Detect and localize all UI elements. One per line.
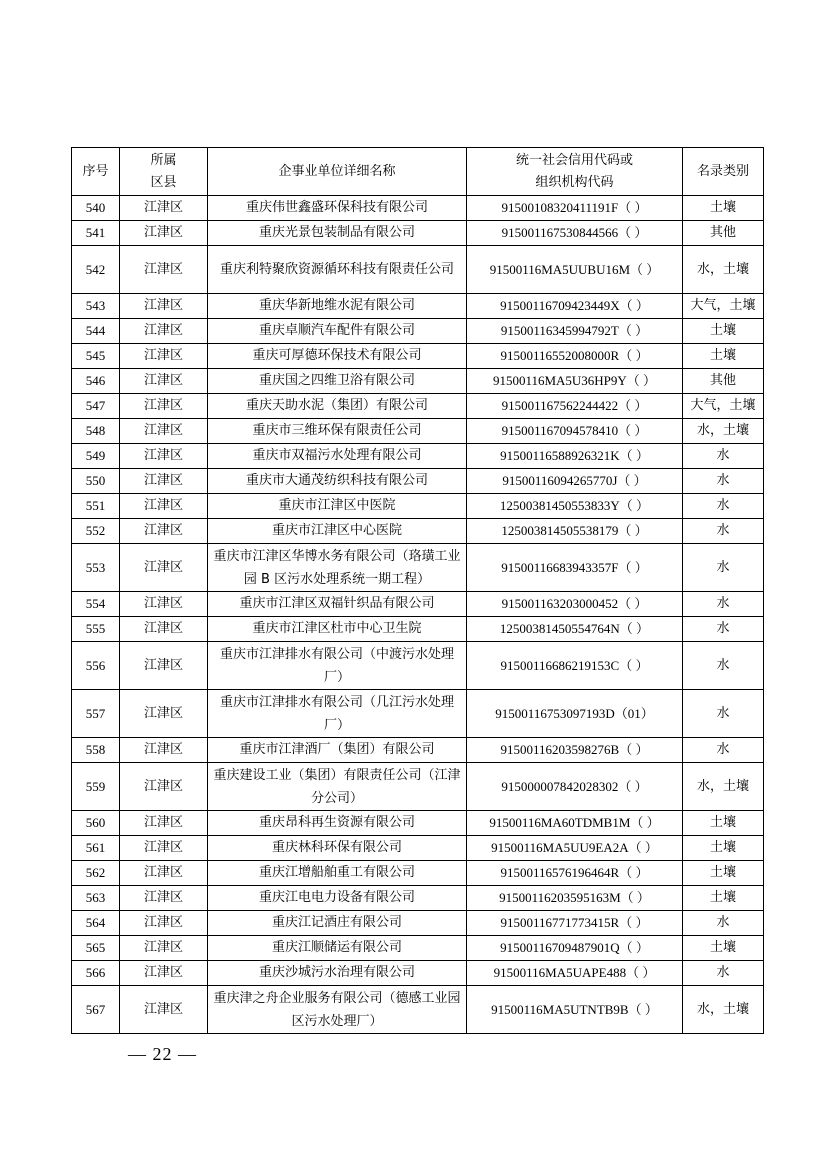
row-credit-code: 91500116709423449X（ ） xyxy=(467,294,683,319)
table-row xyxy=(72,494,764,519)
table-header-row xyxy=(72,148,764,196)
row-number: 546 xyxy=(72,369,120,394)
row-company-name: 重庆市江津酒厂（集团）有限公司 xyxy=(208,738,467,763)
row-county: 江津区 xyxy=(120,936,208,961)
row-category: 水 xyxy=(683,911,764,936)
table-row xyxy=(72,986,764,1034)
table-row xyxy=(72,911,764,936)
row-category: 土壤 xyxy=(683,319,764,344)
row-number: 563 xyxy=(72,886,120,911)
row-category: 水，土壤 xyxy=(683,246,764,294)
row-county: 江津区 xyxy=(120,344,208,369)
row-company-name: 重庆江记酒庄有限公司 xyxy=(208,911,467,936)
row-credit-code: 91500116MA5UTNTB9B（ ） xyxy=(467,986,683,1034)
row-credit-code: 915001167094578410（ ） xyxy=(467,419,683,444)
row-credit-code: 91500116576196464R（ ） xyxy=(467,861,683,886)
row-category: 土壤 xyxy=(683,936,764,961)
row-company-name: 重庆江电电力设备有限公司 xyxy=(208,886,467,911)
row-category: 大气，土壤 xyxy=(683,394,764,419)
row-credit-code: 91500116686219153C（ ） xyxy=(467,642,683,690)
table-row xyxy=(72,319,764,344)
row-company-name: 重庆市双福污水处理有限公司 xyxy=(208,444,467,469)
row-credit-code: 91500116345994792T（ ） xyxy=(467,319,683,344)
row-credit-code: 915001167530844566（ ） xyxy=(467,221,683,246)
row-category: 水 xyxy=(683,738,764,763)
table-row xyxy=(72,344,764,369)
row-company-name: 重庆津之舟企业服务有限公司（德感工业园区污水处理厂） xyxy=(208,986,467,1034)
table-row xyxy=(72,419,764,444)
row-county: 江津区 xyxy=(120,690,208,738)
row-county: 江津区 xyxy=(120,494,208,519)
table-row xyxy=(72,469,764,494)
row-number: 559 xyxy=(72,763,120,811)
page-number: — 22 — xyxy=(128,1044,197,1064)
row-county: 江津区 xyxy=(120,836,208,861)
row-credit-code: 12500381450554764N（ ） xyxy=(467,617,683,642)
row-county: 江津区 xyxy=(120,861,208,886)
row-company-name: 重庆江顺储运有限公司 xyxy=(208,936,467,961)
row-number: 555 xyxy=(72,617,120,642)
row-county: 江津区 xyxy=(120,544,208,592)
row-credit-code: 915001167562244422（ ） xyxy=(467,394,683,419)
row-category: 水，土壤 xyxy=(683,763,764,811)
row-number: 566 xyxy=(72,961,120,986)
table-row xyxy=(72,617,764,642)
row-company-name: 重庆天助水泥（集团）有限公司 xyxy=(208,394,467,419)
row-credit-code: 91500116771773415R（ ） xyxy=(467,911,683,936)
table-row xyxy=(72,738,764,763)
row-category: 其他 xyxy=(683,221,764,246)
row-category: 大气，土壤 xyxy=(683,294,764,319)
row-number: 540 xyxy=(72,196,120,221)
row-company-name: 重庆市江津排水有限公司（中渡污水处理厂） xyxy=(208,642,467,690)
table-row xyxy=(72,811,764,836)
row-number: 543 xyxy=(72,294,120,319)
row-company-name: 重庆卓顺汽车配件有限公司 xyxy=(208,319,467,344)
row-category: 水，土壤 xyxy=(683,419,764,444)
row-category: 水 xyxy=(683,444,764,469)
row-number: 551 xyxy=(72,494,120,519)
row-credit-code: 91500116683943357F（ ） xyxy=(467,544,683,592)
row-category: 水 xyxy=(683,494,764,519)
row-company-name: 重庆市江津区中心医院 xyxy=(208,519,467,544)
row-credit-code: 91500116MA5U36HP9Y（ ） xyxy=(467,369,683,394)
row-credit-code: 91500116203595163M（ ） xyxy=(467,886,683,911)
row-number: 556 xyxy=(72,642,120,690)
row-number: 564 xyxy=(72,911,120,936)
row-credit-code: 91500116MA60TDMB1M（ ） xyxy=(467,811,683,836)
row-number: 554 xyxy=(72,592,120,617)
row-number: 547 xyxy=(72,394,120,419)
row-county: 江津区 xyxy=(120,394,208,419)
row-county: 江津区 xyxy=(120,221,208,246)
table-row xyxy=(72,544,764,592)
row-credit-code: 91500108320411191F（ ） xyxy=(467,196,683,221)
row-credit-code: 125003814505538179（ ） xyxy=(467,519,683,544)
row-category: 水，土壤 xyxy=(683,986,764,1034)
row-company-name: 重庆伟世鑫盛环保科技有限公司 xyxy=(208,196,467,221)
row-category: 水 xyxy=(683,617,764,642)
row-number: 557 xyxy=(72,690,120,738)
table-row xyxy=(72,690,764,738)
table-row xyxy=(72,519,764,544)
table-row xyxy=(72,886,764,911)
row-category: 土壤 xyxy=(683,886,764,911)
row-company-name: 重庆市江津区双福针织品有限公司 xyxy=(208,592,467,617)
row-number: 567 xyxy=(72,986,120,1034)
row-credit-code: 91500116552008000R（ ） xyxy=(467,344,683,369)
row-number: 558 xyxy=(72,738,120,763)
row-category: 土壤 xyxy=(683,344,764,369)
row-county: 江津区 xyxy=(120,642,208,690)
table-row xyxy=(72,836,764,861)
header-no: 序号 xyxy=(72,148,120,196)
row-category: 土壤 xyxy=(683,836,764,861)
row-company-name: 重庆江增船舶重工有限公司 xyxy=(208,861,467,886)
row-credit-code: 91500116709487901Q（ ） xyxy=(467,936,683,961)
table-row xyxy=(72,642,764,690)
row-county: 江津区 xyxy=(120,419,208,444)
row-credit-code: 915001163203000452（ ） xyxy=(467,592,683,617)
row-company-name: 重庆国之四维卫浴有限公司 xyxy=(208,369,467,394)
row-category: 土壤 xyxy=(683,811,764,836)
row-county: 江津区 xyxy=(120,246,208,294)
row-category: 水 xyxy=(683,690,764,738)
row-county: 江津区 xyxy=(120,763,208,811)
row-county: 江津区 xyxy=(120,294,208,319)
table-row xyxy=(72,294,764,319)
row-credit-code: 12500381450553833Y（ ） xyxy=(467,494,683,519)
table-row xyxy=(72,861,764,886)
row-company-name: 重庆建设工业（集团）有限责任公司（江津分公司） xyxy=(208,763,467,811)
row-number: 550 xyxy=(72,469,120,494)
row-category: 土壤 xyxy=(683,196,764,221)
row-category: 水 xyxy=(683,961,764,986)
header-category: 名录类别 xyxy=(683,148,764,196)
row-company-name: 重庆华新地维水泥有限公司 xyxy=(208,294,467,319)
row-number: 565 xyxy=(72,936,120,961)
table-row xyxy=(72,221,764,246)
table-row xyxy=(72,246,764,294)
row-county: 江津区 xyxy=(120,519,208,544)
row-credit-code: 91500116MA5UAPE488（ ） xyxy=(467,961,683,986)
table-row xyxy=(72,394,764,419)
table-row xyxy=(72,936,764,961)
row-category: 其他 xyxy=(683,369,764,394)
row-county: 江津区 xyxy=(120,369,208,394)
row-company-name: 重庆林科环保有限公司 xyxy=(208,836,467,861)
row-number: 541 xyxy=(72,221,120,246)
row-number: 562 xyxy=(72,861,120,886)
row-county: 江津区 xyxy=(120,444,208,469)
row-credit-code: 915000007842028302（ ） xyxy=(467,763,683,811)
table-row xyxy=(72,196,764,221)
row-category: 水 xyxy=(683,469,764,494)
table-row xyxy=(72,369,764,394)
row-company-name: 重庆市江津区中医院 xyxy=(208,494,467,519)
row-category: 水 xyxy=(683,519,764,544)
row-county: 江津区 xyxy=(120,319,208,344)
row-company-name: 重庆市江津排水有限公司（几江污水处理厂） xyxy=(208,690,467,738)
header-county: 所属 区县 xyxy=(120,148,208,196)
row-category: 土壤 xyxy=(683,861,764,886)
table-row xyxy=(72,444,764,469)
header-name: 企事业单位详细名称 xyxy=(208,148,467,196)
row-category: 水 xyxy=(683,592,764,617)
row-category: 水 xyxy=(683,642,764,690)
row-county: 江津区 xyxy=(120,592,208,617)
row-number: 549 xyxy=(72,444,120,469)
row-county: 江津区 xyxy=(120,961,208,986)
row-company-name: 重庆市大通茂纺织科技有限公司 xyxy=(208,469,467,494)
row-number: 552 xyxy=(72,519,120,544)
row-number: 560 xyxy=(72,811,120,836)
row-county: 江津区 xyxy=(120,617,208,642)
row-number: 553 xyxy=(72,544,120,592)
row-county: 江津区 xyxy=(120,986,208,1034)
row-company-name: 重庆昂科再生资源有限公司 xyxy=(208,811,467,836)
row-county: 江津区 xyxy=(120,196,208,221)
row-company-name: 重庆沙城污水治理有限公司 xyxy=(208,961,467,986)
row-company-name: 重庆市三维环保有限责任公司 xyxy=(208,419,467,444)
row-number: 548 xyxy=(72,419,120,444)
row-company-name: 重庆市江津区杜市中心卫生院 xyxy=(208,617,467,642)
row-county: 江津区 xyxy=(120,738,208,763)
header-code: 统一社会信用代码或 组织机构代码 xyxy=(467,148,683,196)
row-company-name: 重庆可厚德环保技术有限公司 xyxy=(208,344,467,369)
row-number: 545 xyxy=(72,344,120,369)
row-company-name: 重庆利特聚欣资源循环科技有限责任公司 xyxy=(208,246,467,294)
row-credit-code: 91500116MA5UU9EA2A（ ） xyxy=(467,836,683,861)
table-row xyxy=(72,763,764,811)
row-company-name: 重庆市江津区华博水务有限公司（珞璜工业园 B 区污水处理系统一期工程） xyxy=(208,544,467,592)
row-number: 542 xyxy=(72,246,120,294)
row-county: 江津区 xyxy=(120,811,208,836)
row-company-name: 重庆光景包装制品有限公司 xyxy=(208,221,467,246)
row-county: 江津区 xyxy=(120,469,208,494)
row-number: 544 xyxy=(72,319,120,344)
row-county: 江津区 xyxy=(120,886,208,911)
table-row xyxy=(72,961,764,986)
row-credit-code: 91500116MA5UUBU16M（ ） xyxy=(467,246,683,294)
row-credit-code: 91500116203598276B（ ） xyxy=(467,738,683,763)
row-county: 江津区 xyxy=(120,911,208,936)
row-credit-code: 91500116753097193D（01） xyxy=(467,690,683,738)
table-row xyxy=(72,592,764,617)
enterprise-list-table xyxy=(71,147,764,1034)
row-category: 水 xyxy=(683,544,764,592)
row-credit-code: 91500116588926321K（ ） xyxy=(467,444,683,469)
row-number: 561 xyxy=(72,836,120,861)
row-credit-code: 91500116094265770J（ ） xyxy=(467,469,683,494)
